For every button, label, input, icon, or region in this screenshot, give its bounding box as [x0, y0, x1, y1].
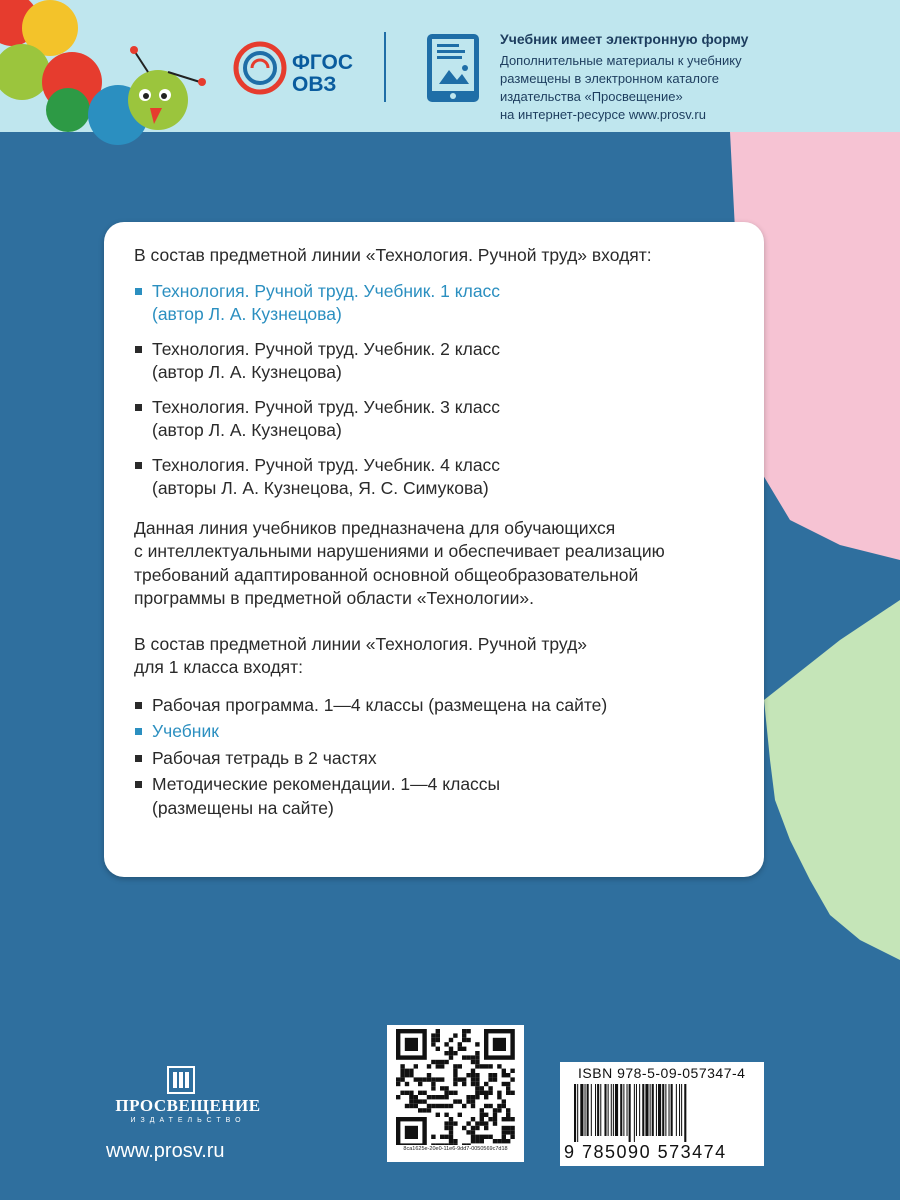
component-textbook: Учебник [134, 720, 744, 744]
component-work-program: Рабочая программа. 1—4 классы (размещена на сайте) [134, 694, 744, 718]
qr-code-pattern-icon [387, 1025, 524, 1145]
content-card [104, 222, 764, 877]
series-intro: В состав предметной линии «Технология. Ручной труд» входят: [134, 245, 652, 265]
component-workbook: Рабочая тетрадь в 2 частях [134, 747, 744, 771]
publisher-name: ПРОСВЕЩЕНИЕ [115, 1096, 261, 1115]
book-item-grade3: Технология. Ручной труд. Учебник. 3 класс (автор Л. А. Кузнецова) [134, 396, 744, 443]
isbn-barcode [560, 1062, 764, 1166]
isbn-digits: 9 785090 573474 [564, 1142, 727, 1162]
book-item-grade2: Технология. Ручной труд. Учебник. 2 класс (автор Л. А. Кузнецова) [134, 338, 744, 385]
book-item-grade1: Технология. Ручной труд. Учебник. 1 класс (автор Л. А. Кузнецова) [134, 280, 744, 327]
qr-code [387, 1025, 524, 1162]
publisher-url: www.prosv.ru [106, 1140, 225, 1162]
eform-title: Учебник имеет электронную форму [500, 31, 749, 47]
caterpillar-illustration [0, 0, 230, 150]
fgos-line2: ОВЗ [292, 73, 337, 96]
isbn-label: ISBN 978-5-09-057347-4 [578, 1065, 746, 1081]
tablet-icon [425, 32, 481, 104]
grade1-intro: В состав предметной линии «Технология. Ручной труд» для 1 класса входят: [134, 633, 588, 677]
barcode-bars-icon [566, 1084, 758, 1142]
qr-caption: 8ca1625e-20e0-11e6-9dd7-0050569c7d18 [403, 1146, 508, 1152]
publisher-subtitle: ИЗДАТЕЛЬСТВО [130, 1117, 246, 1124]
fgos-line1: ФГОС [292, 51, 354, 74]
publisher-logo-icon [156, 1065, 206, 1095]
fgos-ovz-label [292, 52, 353, 96]
series-description: Данная линия учебников предназначена для обучающихся с интеллектуальными нарушениями и обеспечивает реализацию требований адаптированной основной общеобразовательной программы в предметной области «Технологии». [134, 517, 665, 608]
header-divider [384, 32, 386, 102]
book-item-grade4: Технология. Ручной труд. Учебник. 4 класс (авторы Л. А. Кузнецова, Я. С. Симукова) [134, 454, 744, 501]
eform-body: Дополнительные материалы к учебнику размещены в электронном каталоге издательства «Просвещение» на интернет-ресурсе www.prosv.ru [500, 53, 742, 122]
components-list [134, 694, 744, 821]
component-guidelines: Методические рекомендации. 1—4 классы (размещены на сайте) [134, 773, 744, 820]
fgos-logo-icon [232, 36, 292, 100]
book-list [134, 280, 744, 501]
electronic-form-notice [500, 30, 748, 124]
